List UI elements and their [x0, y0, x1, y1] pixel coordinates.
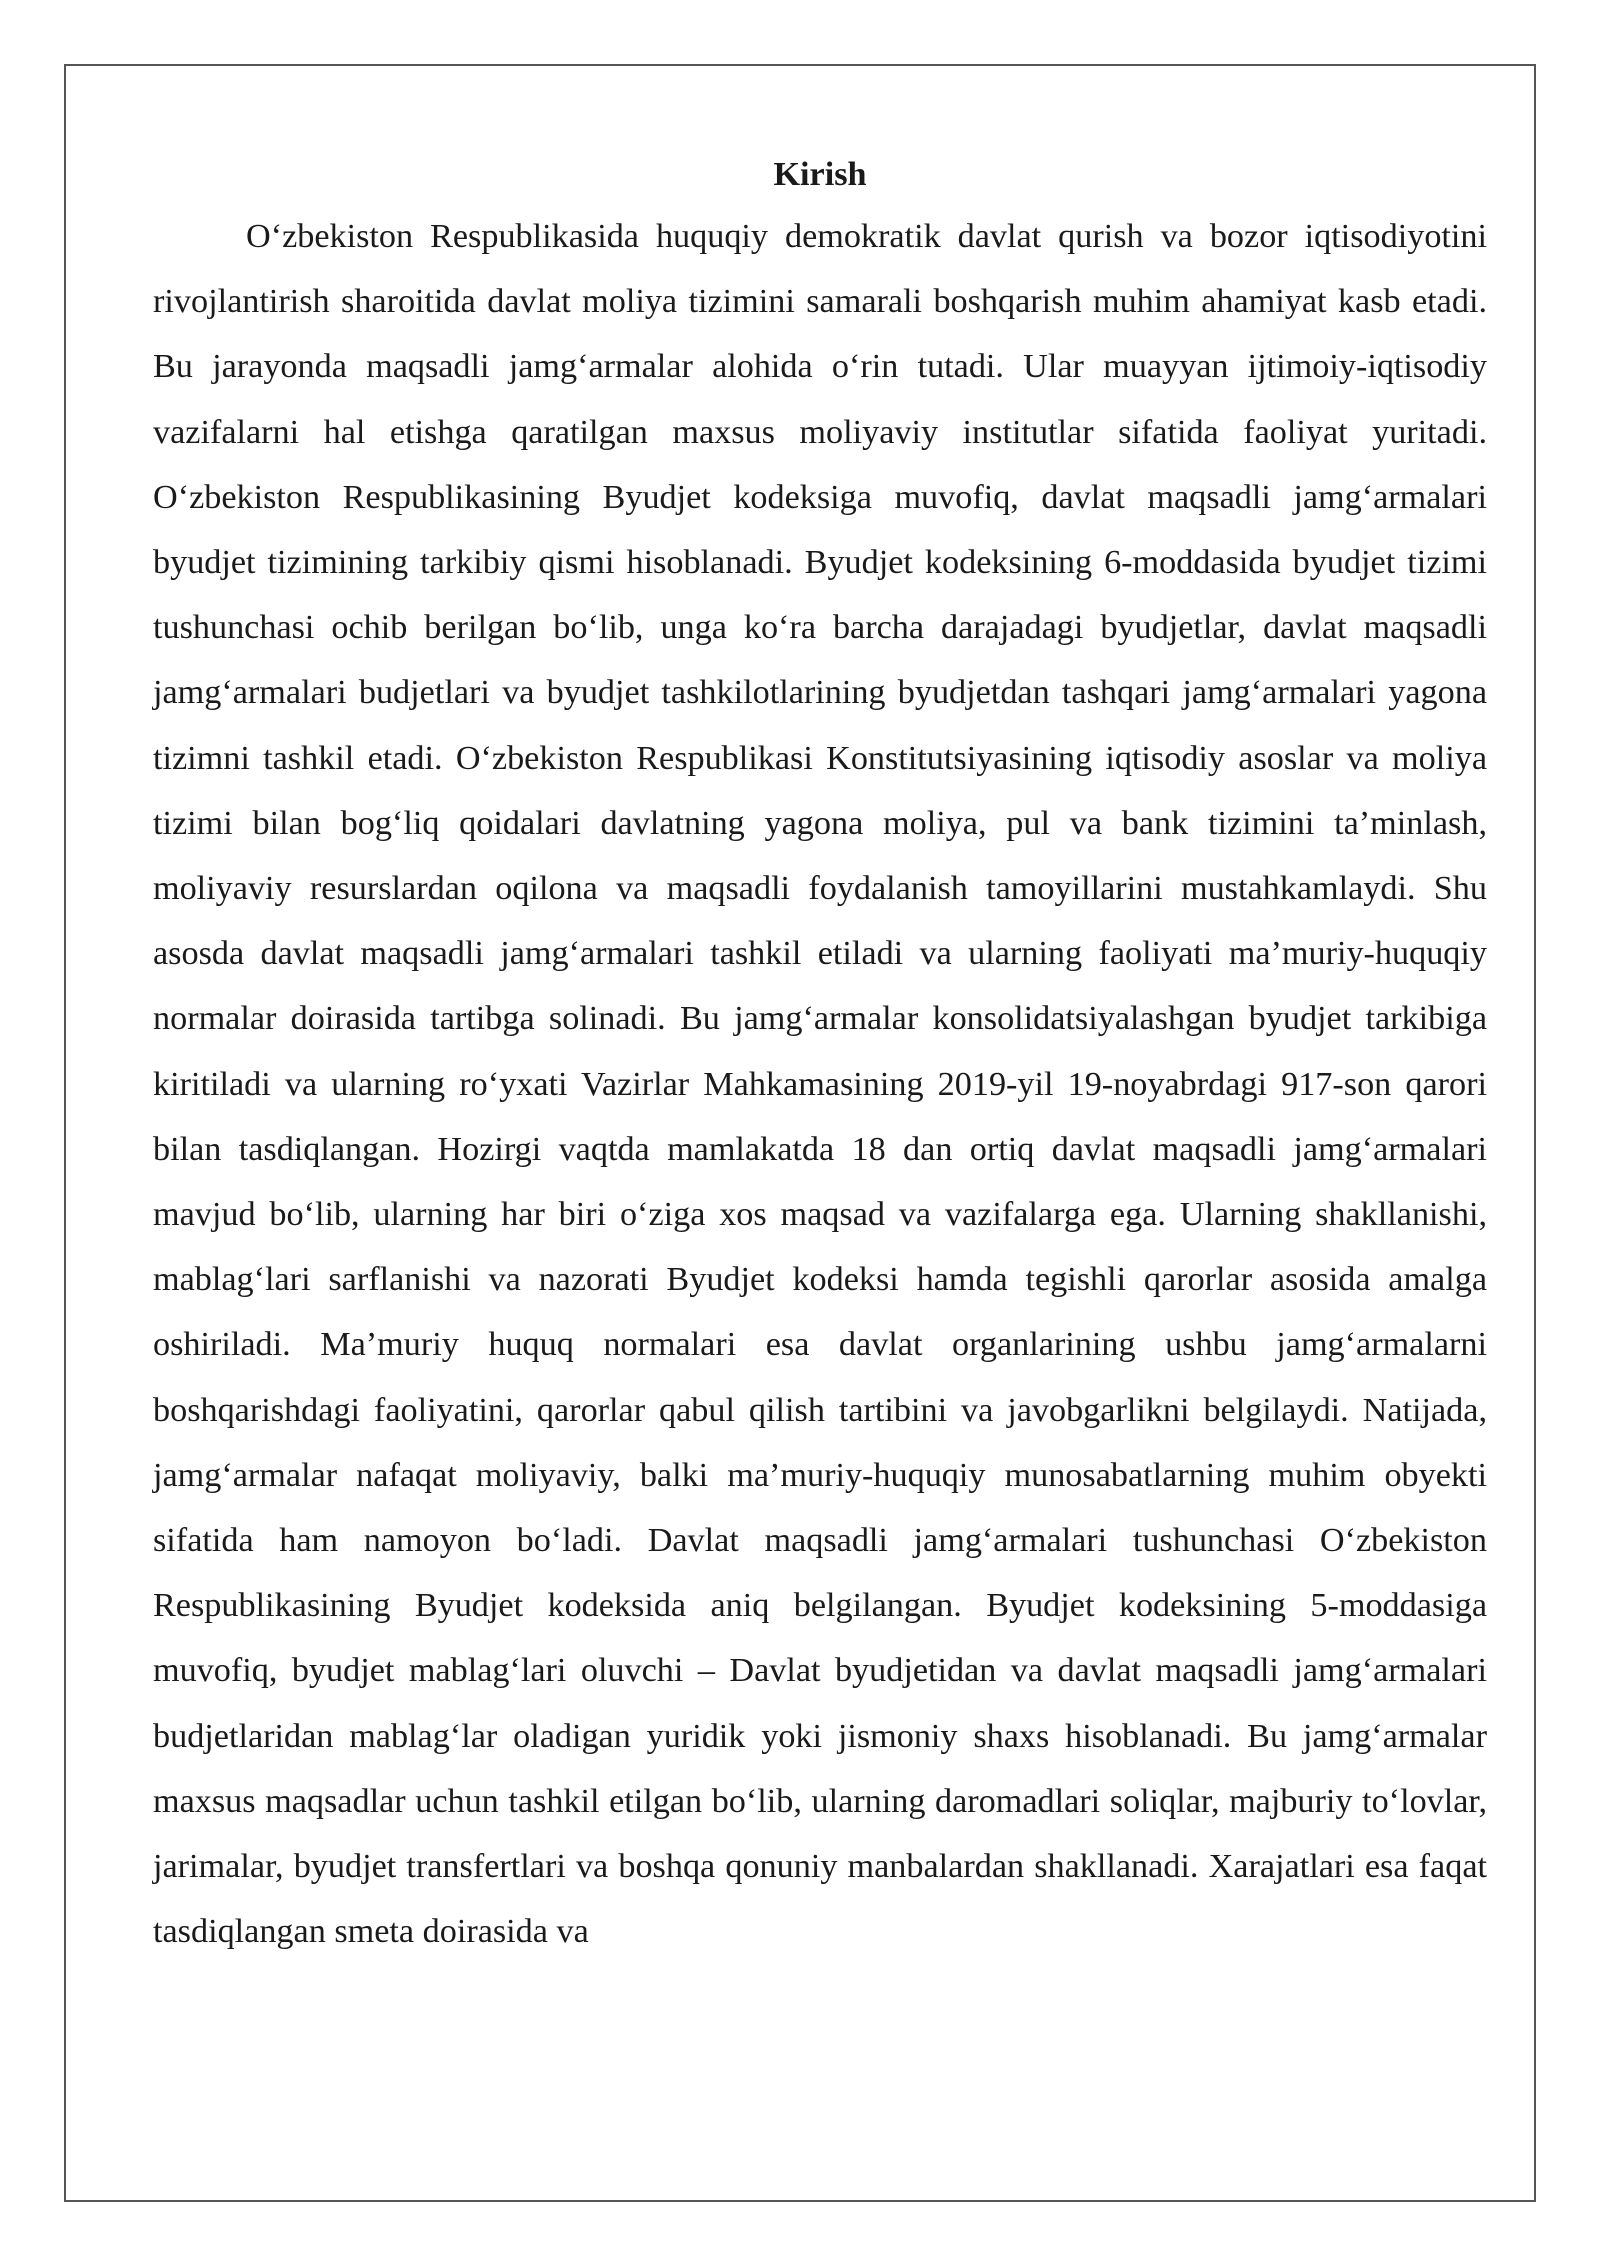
document-body — [153, 146, 1487, 1964]
body-paragraph: O‘zbekiston Respublikasida huquqiy demokratik davlat qurish va bozor iqtisodiyotini rivojlantirish sharoitida davlat moliya tizimini samarali boshqarish muhim ahamiyat kasb etadi. Bu jarayonda maqsadli jamg‘armalar alohida o‘rin tutadi. Ular muayyan ijtimoiy-iqtisodiy vazifalarni hal etishga qaratilgan maxsus moliyaviy institutlar sifatida faoliyat yuritadi. O‘zbekiston Respublikasining Byudjet kodeksiga muvofiq, davlat maqsadli jamg‘armalari byudjet tizimining tarkibiy qismi hisoblanadi. Byudjet kodeksining 6-moddasida byudjet tizimi tushunchasi ochib berilgan bo‘lib, unga ko‘ra barcha darajadagi byudjetlar, davlat maqsadli jamg‘armalari budjetlari va byudjet tashkilotlarining byudjetdan tashqari jamg‘armalari yagona tizimni tashkil etadi. O‘zbekiston Respublikasi Konstitutsiyasining iqtisodiy asoslar va moliya tizimi bilan bog‘liq qoidalari davlatning yagona moliya, pul va bank tizimini ta’minlash, moliyaviy resurslardan oqilona va maqsadli foydalanish tamoyillarini mustahkamlaydi. Shu asosda davlat maqsadli jamg‘armalari tashkil etiladi va ularning faoliyati ma’muriy-huquqiy normalar doirasida tartibga solinadi. Bu jamg‘armalar konsolidatsiyalashgan byudjet tarkibiga kiritiladi va ularning ro‘yxati Vazirlar Mahkamasining 2019-yil 19-noyabrdagi 917-son qarori bilan tasdiqlangan. Hozirgi vaqtda mamlakatda 18 dan ortiq davlat maqsadli jamg‘armalari mavjud bo‘lib, ularning har biri o‘ziga xos maqsad va vazifalarga ega. Ularning shakllanishi, mablag‘lari sarflanishi va nazorati Byudjet kodeksi hamda tegishli qarorlar asosida amalga oshiriladi. Ma’muriy huquq normalari esa davlat organlarining ushbu jamg‘armalarni boshqarishdagi faoliyatini, qarorlar qabul qilish tartibini va javobgarlikni belgilaydi. Natijada, jamg‘armalar nafaqat moliyaviy, balki ma’muriy-huquqiy munosabatlarning muhim obyekti sifatida ham namoyon bo‘ladi. Davlat maqsadli jamg‘armalari tushunchasi O‘zbekiston Respublikasining Byudjet kodeksida aniq belgilangan. Byudjet kodeksining 5-moddasiga muvofiq, byudjet mablag‘lari oluvchi – Davlat byudjetidan va davlat maqsadli jamg‘armalari budjetlaridan mablag‘lar oladigan yuridik yoki jismoniy shaxs hisoblanadi. Bu jamg‘armalar maxsus maqsadlar uchun tashkil etilgan bo‘lib, ularning daromadlari soliqlar, majburiy to‘lovlar, jarimalar, byudjet transfertlari va boshqa qonuniy manbalardan shakllanadi. Xarajatlari esa faqat tasdiqlangan smeta doirasida va — [153, 218, 1487, 1951]
document-title: Kirish — [773, 156, 867, 193]
